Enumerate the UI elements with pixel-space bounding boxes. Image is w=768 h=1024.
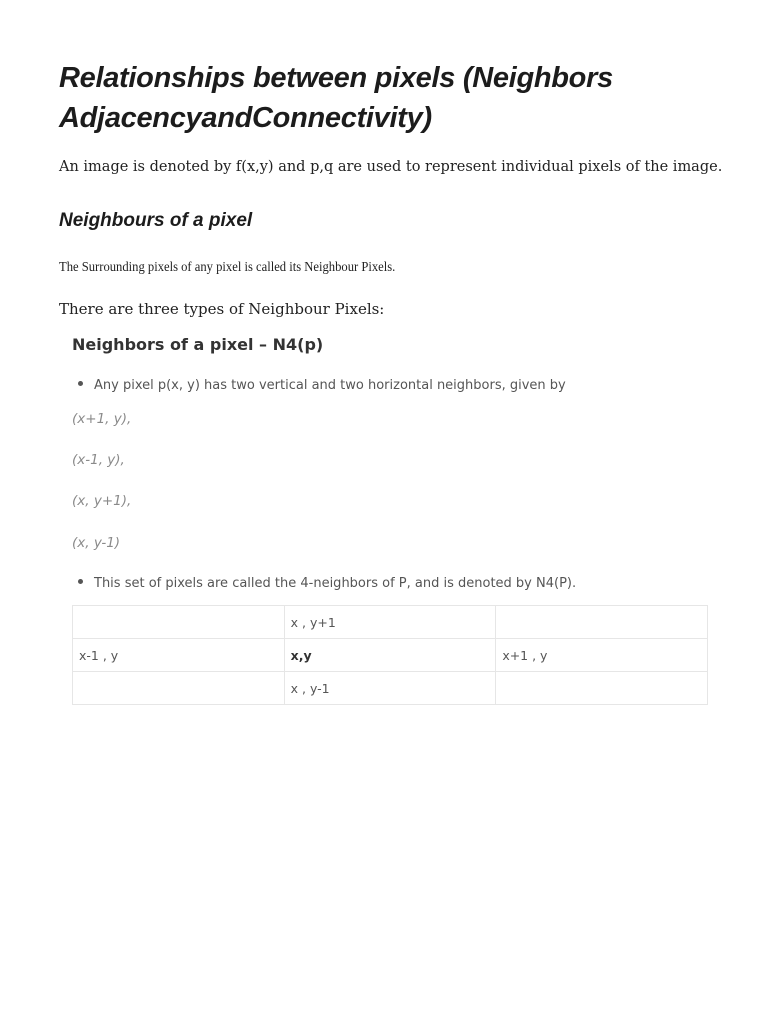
table-cell [496, 606, 708, 639]
table-cell: x , y+1 [284, 606, 496, 639]
neighbor-table [72, 605, 708, 705]
table-row [73, 672, 708, 705]
bullet-dot-icon [78, 579, 83, 584]
bullet-dot-icon [78, 381, 83, 386]
section-heading: Neighbours of a pixel [59, 210, 253, 231]
n4-heading: Neighbors of a pixel – N4(p) [72, 335, 324, 354]
table-cell-center: x,y [284, 639, 496, 672]
n4-bullet-set [78, 574, 576, 594]
intro-paragraph: An image is denoted by f(x,y) and p,q are used to represent individual pixels of the image. [59, 159, 723, 175]
types-paragraph: There are three types of Neighbour Pixels: [59, 300, 385, 318]
coord-item: (x-1, y), [72, 452, 125, 468]
coord-item: (x, y-1) [72, 535, 121, 551]
n4-bullet-definition [78, 376, 566, 396]
page-title: Relationships between pixels (Neighbors AdjacencyandConnectivity) [59, 62, 613, 134]
n4-bullet-definition-text: Any pixel p(x, y) has two vertical and two horizontal neighbors, given by [94, 378, 566, 393]
table-row [73, 639, 708, 672]
table-cell [496, 672, 708, 705]
coord-item: (x+1, y), [72, 411, 132, 427]
table-row [73, 606, 708, 639]
table-cell: x , y-1 [284, 672, 496, 705]
table-cell: x-1 , y [73, 639, 285, 672]
coord-item: (x, y+1), [72, 493, 132, 509]
table-cell [73, 672, 285, 705]
table-cell: x+1 , y [496, 639, 708, 672]
surrounding-paragraph: The Surrounding pixels of any pixel is called its Neighbour Pixels. [59, 260, 396, 275]
n4-bullet-set-text: This set of pixels are called the 4-neighbors of P, and is denoted by N4(P). [94, 576, 577, 591]
table-cell [73, 606, 285, 639]
